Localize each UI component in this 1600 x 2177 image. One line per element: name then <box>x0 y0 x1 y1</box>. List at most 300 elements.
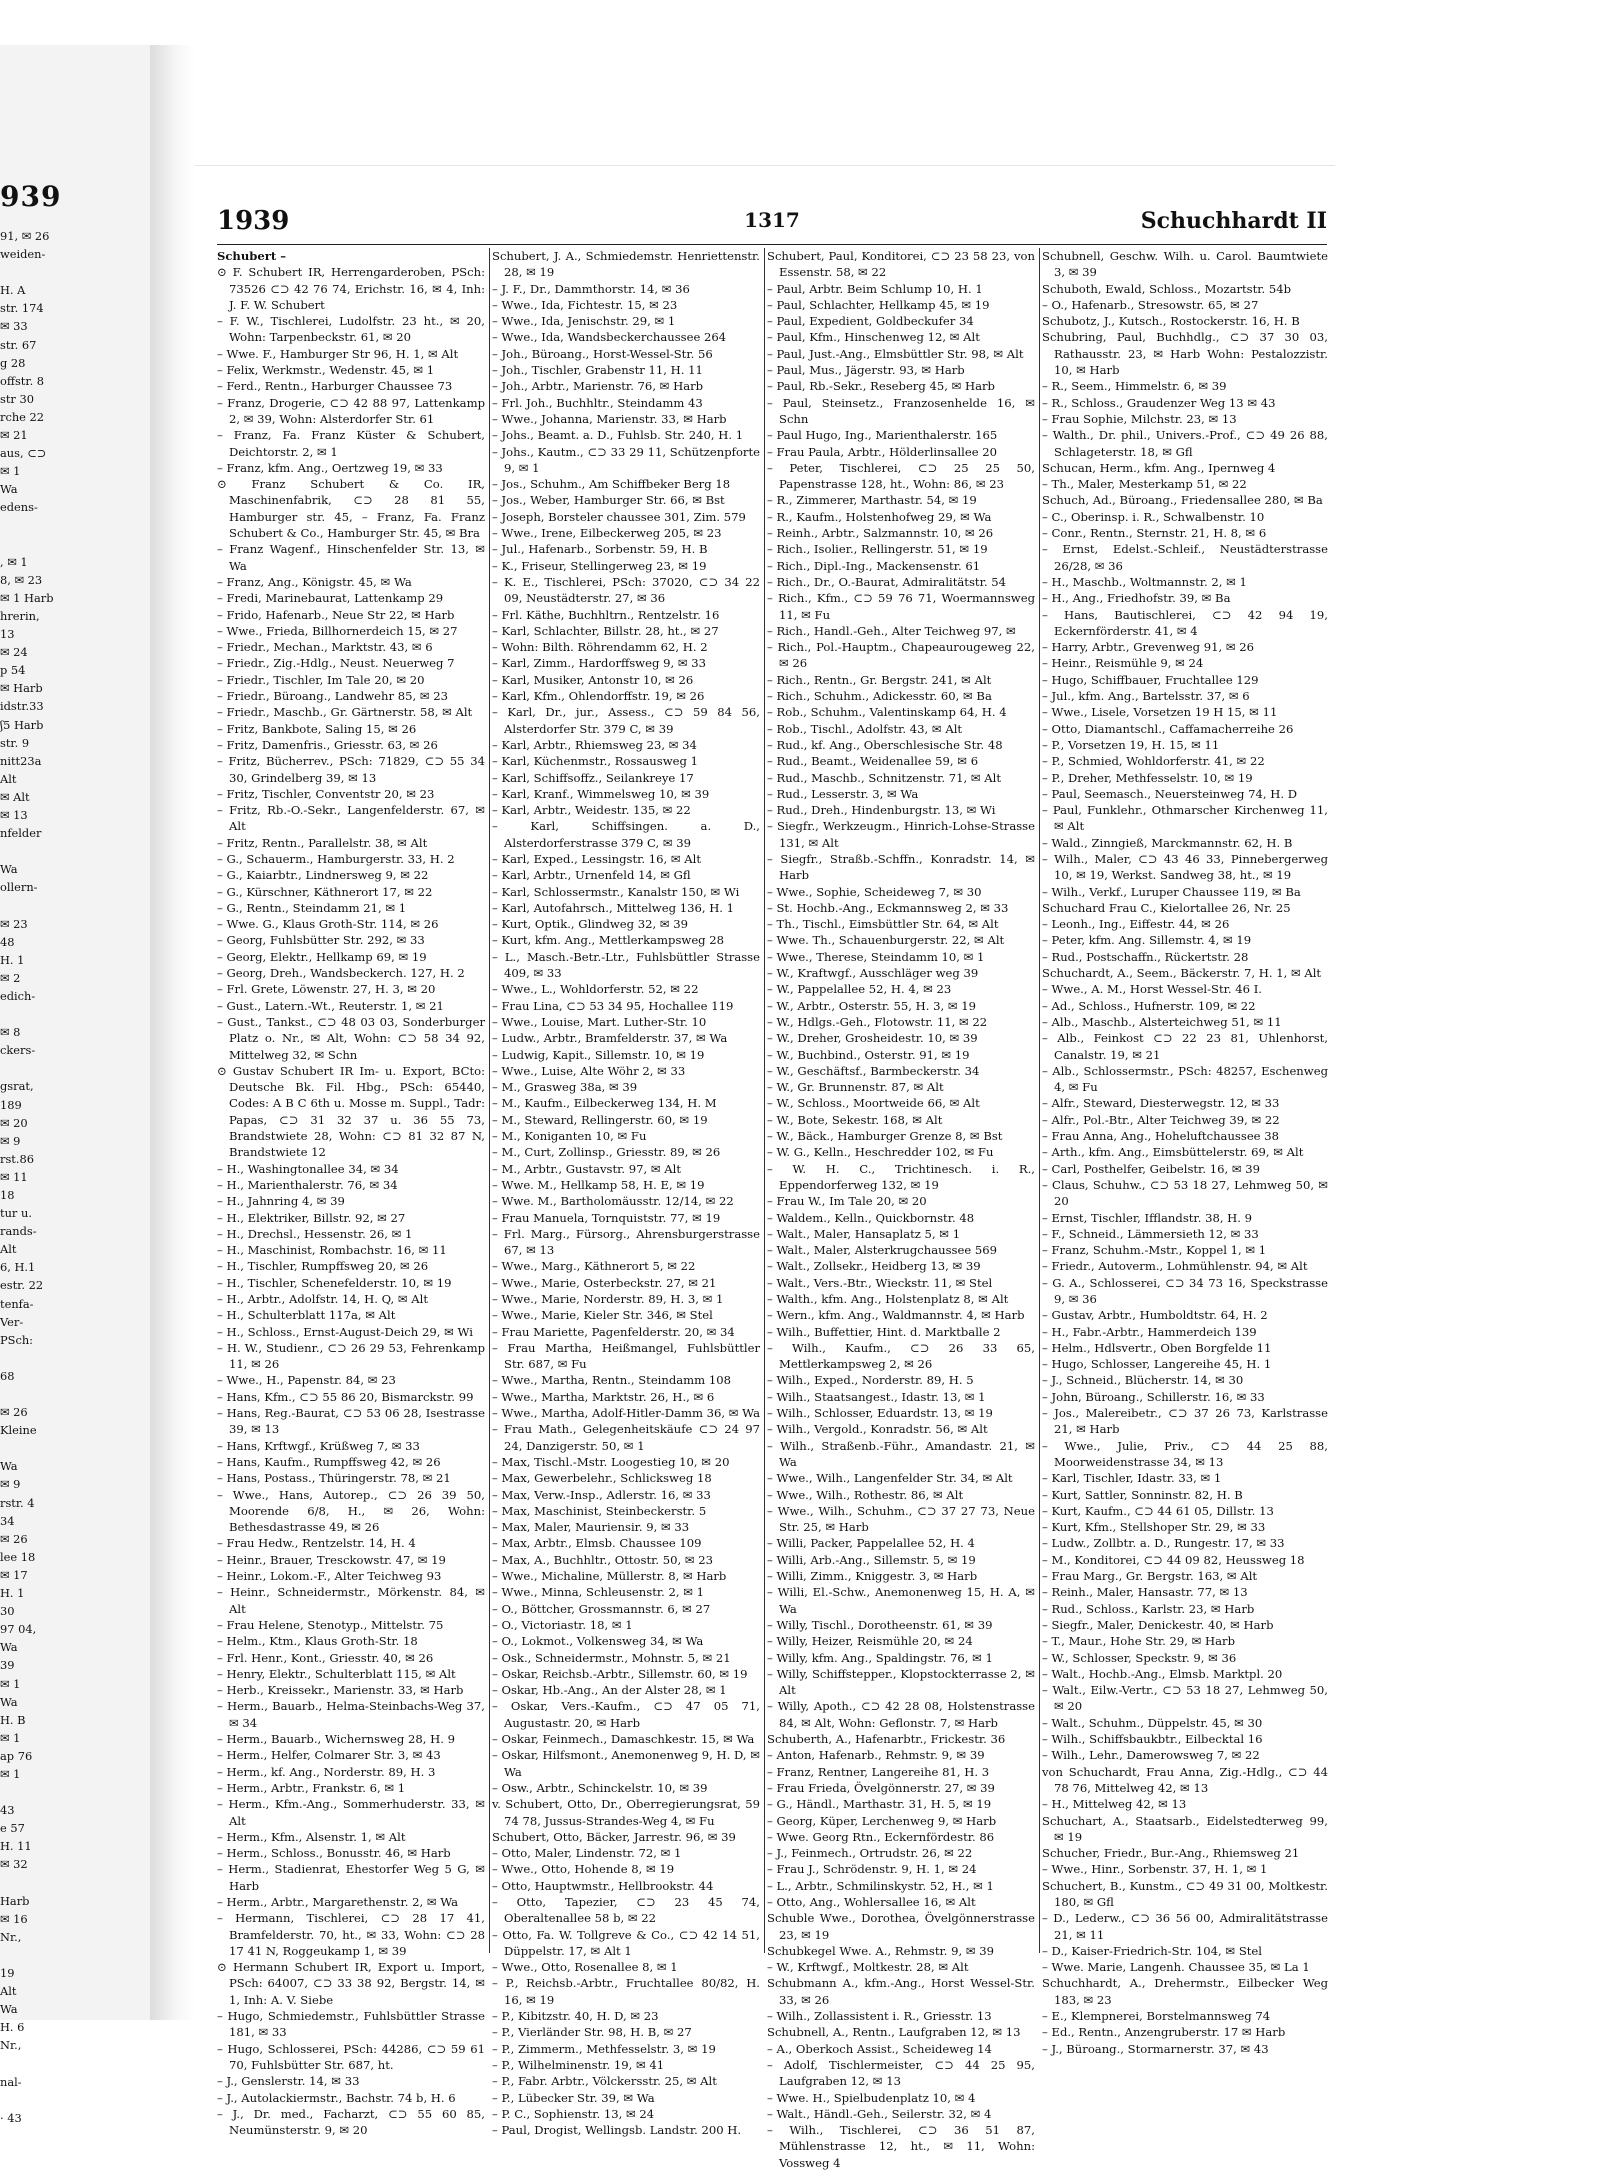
directory-entry: Schuchert, B., Kunstm., ⊂⊃ 49 31 00, Moltkestr. 180, ✉ Gfl <box>1042 1878 1328 1909</box>
directory-entry: – Adolf, Tischlermeister, ⊂⊃ 44 25 95, Laufgraben 12, ✉ 13 <box>767 2057 1035 2089</box>
previous-page-line <box>0 1005 150 1023</box>
directory-entry: – Karl, Schlachter, Billstr. 28, ht., ✉ 27 <box>492 623 719 638</box>
previous-page-line: ✉ 8 <box>0 1025 21 1040</box>
previous-page-line: ✉ Harb <box>0 681 43 696</box>
previous-page-line <box>0 1349 150 1367</box>
directory-entry: – H., Maschb., Woltmannstr. 2, ✉ 1 <box>1042 574 1247 589</box>
directory-entry: – Georg, Fuhlsbütter Str. 292, ✉ 33 <box>217 933 425 948</box>
directory-entry: – Otto, Maler, Lindenstr. 72, ✉ 1 <box>492 1846 682 1861</box>
directory-entry: – Ludwig, Kapit., Sillemstr. 10, ✉ 19 <box>492 1047 705 1062</box>
directory-entry: – Friedr., Maschb., Gr. Gärtnerstr. 58, ✉ Alt <box>217 705 473 720</box>
directory-entry: – Arth., kfm. Ang., Eimsbüttelerstr. 69, ✉ Alt <box>1042 1145 1304 1160</box>
directory-entry: – Herm., Schloss., Bonusstr. 46, ✉ Harb <box>217 1846 451 1861</box>
directory-entry: – W., Gr. Brunnenstr. 87, ✉ Alt <box>767 1080 944 1095</box>
directory-entry: – Oskar, Reichsb.-Arbtr., Sillemstr. 60, ✉ 19 <box>492 1666 748 1681</box>
previous-page-line: ✉ Alt <box>0 789 30 804</box>
directory-entry: – H., Tischler, Rumpffsweg 20, ✉ 26 <box>217 1259 429 1274</box>
directory-entry: – H., Drechsl., Hessenstr. 26, ✉ 1 <box>217 1226 413 1241</box>
directory-entry: – Oskar, Vers.-Kaufm., ⊂⊃ 47 05 71, Augustastr. 20, ✉ Harb <box>492 1699 760 1730</box>
directory-entry: – Conr., Rentn., Sternstr. 21, H. 8, ✉ 6 <box>1042 526 1267 541</box>
directory-entry: ⊙ Gustav Schubert IR Im- u. Export, BCto: Deutsche Bk. Fil. Hbg., PSch: 65440, Codes: A B C 6th u. Mosse m. Suppl., Tadr: Papas, ⊂⊃ 31 32 37 u. 36 55 73, Brandstwiete 28, Wohn: ⊂⊃ 81 32 87 N, Brandstwiete 12 <box>217 1063 485 1160</box>
directory-column-1 <box>217 248 485 2138</box>
directory-entry: – Karl, Arbtr., Urnenfeld 14, ✉ Gfl <box>492 868 691 883</box>
directory-entry: – W., Dreher, Grosheidestr. 10, ✉ 39 <box>767 1031 978 1046</box>
directory-entry: – R., Zimmerer, Marthastr. 54, ✉ 19 <box>767 493 977 508</box>
directory-entry: – Frau Anna, Ang., Hoheluftchaussee 38 <box>1042 1129 1279 1144</box>
directory-entry: – Hugo, Schiffbauer, Fruchtallee 129 <box>1042 672 1259 687</box>
previous-page-line: ✉ 1 Harb <box>0 590 54 605</box>
previous-page-line: Alt <box>0 1984 17 1999</box>
directory-entry: – Herm., Helfer, Colmarer Str. 3, ✉ 43 <box>217 1748 441 1763</box>
directory-entry: – P., Schmied, Wohldorferstr. 41, ✉ 22 <box>1042 754 1265 769</box>
previous-page-line: 30 <box>0 1604 15 1619</box>
directory-entry: – Willy, Heizer, Reismühle 20, ✉ 24 <box>767 1634 973 1649</box>
directory-entry: – Jul., Hafenarb., Sorbenstr. 59, H. B <box>492 542 708 557</box>
directory-entry: – Oskar, Hilfsmont., Anemonenweg 9, H. D, ✉ Wa <box>492 1748 760 1779</box>
directory-entry: Schubert, J. A., Schmiedemstr. Henriettenstr. 28, ✉ 19 <box>492 249 760 280</box>
column-rule <box>489 248 490 1953</box>
previous-page-line <box>0 263 150 281</box>
previous-page-line: H. 1 <box>0 1586 25 1601</box>
directory-entry: – Wwe., Ida, Fichtestr. 15, ✉ 23 <box>492 297 678 312</box>
directory-entry: – W., Schlosser, Speckstr. 9, ✉ 36 <box>1042 1650 1237 1665</box>
directory-entry: – Herm., Stadienrat, Ehestorfer Weg 5 G, ✉ Harb <box>217 1862 485 1893</box>
directory-entry: – G., Kaiarbtr., Lindnersweg 9, ✉ 22 <box>217 868 429 883</box>
directory-entry: – Frau Hedw., Rentzelstr. 14, H. 4 <box>217 1536 416 1551</box>
previous-page-line: gsrat, <box>0 1079 34 1094</box>
directory-entry: – Wwe., Wilh., Langenfelder Str. 34, ✉ Alt <box>767 1471 1013 1486</box>
previous-page-line: estr. 22 <box>0 1278 44 1293</box>
directory-entry: – Karl, Küchenmstr., Rossausweg 1 <box>492 754 698 769</box>
directory-entry: – Karl, Kranf., Wimmelsweg 10, ✉ 39 <box>492 786 710 801</box>
previous-page-line <box>0 535 150 553</box>
directory-entry: – Otto, Ang., Wohlersallee 16, ✉ Alt <box>767 1894 976 1909</box>
directory-entry: – Johs., Beamt. a. D., Fuhlsb. Str. 240, H. 1 <box>492 428 744 443</box>
directory-entry: – Kurt, Kfm., Stellshoper Str. 29, ✉ 33 <box>1042 1520 1266 1535</box>
directory-entry: – Paul, Expedient, Goldbeckufer 34 <box>767 314 974 329</box>
directory-entry: – Oskar, Hb.-Ang., An der Alster 28, ✉ 1 <box>492 1683 727 1698</box>
directory-entry: – Kurt, Sattler, Sonninstr. 82, H. B <box>1042 1487 1243 1502</box>
directory-entry: – J. F., Dr., Dammthorstr. 14, ✉ 36 <box>492 281 690 296</box>
directory-entry: – Rud., Maschb., Schnitzenstr. 71, ✉ Alt <box>767 770 1002 785</box>
directory-entry: – J., Genslerstr. 14, ✉ 33 <box>217 2074 360 2089</box>
directory-entry: – G., Händl., Marthastr. 31, H. 5, ✉ 19 <box>767 1797 992 1812</box>
directory-entry: – Paul, Steinsetz., Franzosenhelde 16, ✉ Schn <box>767 395 1035 426</box>
previous-page-line: ✉ 9 <box>0 1133 21 1148</box>
directory-entry: – H., Washingtonallee 34, ✉ 34 <box>217 1161 399 1176</box>
directory-entry: – Frl. Marg., Fürsorg., Ahrensburgerstrasse 67, ✉ 13 <box>492 1226 760 1258</box>
directory-entry: – Frau Helene, Stenotyp., Mittelstr. 75 <box>217 1617 444 1632</box>
directory-entry: – Walth., Dr. phil., Univers.-Prof., ⊂⊃ 49 26 88, Schlageterstr. 18, ✉ Gfl <box>1042 428 1328 459</box>
directory-entry: – Herm., Kfm., Alsenstr. 1, ✉ Alt <box>217 1829 406 1844</box>
directory-entry: – H., Elektriker, Billstr. 92, ✉ 27 <box>217 1210 406 1225</box>
previous-page-line: rst.86 <box>0 1151 34 1166</box>
previous-page-line: Wa <box>0 1640 18 1655</box>
directory-entry: – O., Victoriastr. 18, ✉ 1 <box>492 1617 633 1632</box>
directory-entry: – Alb., Schlossermstr., PSch: 48257, Eschenweg 4, ✉ Fu <box>1042 1063 1328 1095</box>
directory-entry: – Franz, kfm. Ang., Oertzweg 19, ✉ 33 <box>217 460 443 475</box>
directory-entry: – Ernst, Edelst.-Schleif., Neustädterstrasse 26/28, ✉ 36 <box>1042 542 1328 573</box>
directory-entry: – Kurt, Optik., Glindweg 32, ✉ 39 <box>492 917 689 932</box>
directory-entry: – Walt., Eilw.-Vertr., ⊂⊃ 53 18 27, Lehmweg 50, ✉ 20 <box>1042 1683 1328 1714</box>
previous-page-line: str. 67 <box>0 337 37 352</box>
directory-entry: – Wilh., Lehr., Damerowsweg 7, ✉ 22 <box>1042 1748 1260 1763</box>
directory-entry: – J., Schneid., Blücherstr. 14, ✉ 30 <box>1042 1373 1244 1388</box>
directory-entry: – Otto, Diamantschl., Caffamacherreihe 26 <box>1042 721 1294 736</box>
previous-page-line: e 57 <box>0 1821 25 1836</box>
directory-entry: – Wwe. Th., Schauenburgerstr. 22, ✉ Alt <box>767 933 1005 948</box>
previous-page-line: ✉ 17 <box>0 1567 28 1582</box>
directory-entry: – Rich., Pol.-Hauptm., Chapeaurougeweg 22, ✉ 26 <box>767 640 1035 671</box>
previous-page-line: Nr., <box>0 2038 22 2053</box>
directory-entry: von Schuchardt, Frau Anna, Zig.-Hdlg., ⊂⊃ 44 78 76, Mittelweg 42, ✉ 13 <box>1042 1764 1328 1795</box>
previous-page-line: ✉ 24 <box>0 645 28 660</box>
directory-entry: – Carl, Posthelfer, Geibelstr. 16, ✉ 39 <box>1042 1161 1260 1176</box>
directory-entry: – L., Masch.-Betr.-Ltr., Fuhlsbüttler Strasse 409, ✉ 33 <box>492 949 760 981</box>
directory-entry: – Hugo, Schmiedemstr., Fuhlsbüttler Strasse 181, ✉ 33 <box>217 2009 485 2040</box>
directory-entry: – Gustav, Arbtr., Humboldtstr. 64, H. 2 <box>1042 1308 1268 1323</box>
previous-page-line: nal- <box>0 2074 22 2089</box>
directory-entry: – Kurt, Kaufm., ⊂⊃ 44 61 05, Dillstr. 13 <box>1042 1503 1274 1518</box>
directory-entry: – G., Schauerm., Hamburgerstr. 33, H. 2 <box>217 851 455 866</box>
directory-entry: v. Schubert, Otto, Dr., Oberregierungsrat, 59 74 78, Jussus-Strandes-Weg 4, ✉ Fu <box>492 1797 760 1828</box>
directory-entry: – O., Lokmot., Volkensweg 34, ✉ Wa <box>492 1634 704 1649</box>
directory-entry: – Franz, Ang., Königstr. 45, ✉ Wa <box>217 574 412 589</box>
directory-entry: – Joh., Tischler, Grabenstr 11, H. 11 <box>492 363 703 378</box>
directory-entry: – Karl, Autofahrsch., Mittelweg 136, H. 1 <box>492 900 735 915</box>
directory-entry: – Wwe. M., Hellkamp 58, H. E, ✉ 19 <box>492 1177 705 1192</box>
directory-entry: – Frido, Hafenarb., Neue Str 22, ✉ Harb <box>217 607 455 622</box>
directory-entry: – W., Krftwgf., Moltkestr. 28, ✉ Alt <box>767 1960 969 1975</box>
previous-page-line: hrerin, <box>0 608 40 623</box>
directory-entry: – Willy, kfm. Ang., Spaldingstr. 76, ✉ 1 <box>767 1650 993 1665</box>
previous-page-line: 6, H.1 <box>0 1260 36 1275</box>
previous-page-line: p 54 <box>0 663 26 678</box>
directory-entry: – Heinr., Schneidermstr., Mörkenstr. 84, ✉ Alt <box>217 1585 485 1616</box>
directory-entry: – Franz Wagenf., Hinschenfelder Str. 13, ✉ Wa <box>217 542 485 573</box>
previous-page-line: tenfa- <box>0 1296 34 1311</box>
directory-entry: ⊙ Franz Schubert & Co. IR, Maschinenfabrik, ⊂⊃ 28 81 55, Hamburger str. 45, – Franz, Fa. Franz Schubert & Co., Hamburger Str. 45, ✉ Bra <box>217 477 485 541</box>
directory-entry: – Reinh., Maler, Hansastr. 77, ✉ 13 <box>1042 1585 1248 1600</box>
directory-entry: – Karl, Dr., jur., Assess., ⊂⊃ 59 84 56, Alsterdorfer Str. 379 C, ✉ 39 <box>492 705 760 736</box>
directory-entry: – Georg, Elektr., Hellkamp 69, ✉ 19 <box>217 949 427 964</box>
directory-entry: – R., Kaufm., Holstenhofweg 29, ✉ Wa <box>767 509 992 524</box>
directory-entry: – Wwe., Marie, Norderstr. 89, H. 3, ✉ 1 <box>492 1292 724 1306</box>
directory-entry: – Franz, Schuhm.-Mstr., Koppel 1, ✉ 1 <box>1042 1243 1267 1258</box>
page-year: 1939 <box>217 206 290 236</box>
previous-page-lines <box>0 227 150 2127</box>
directory-entry: – Wilh., Schiffsbaukbtr., Eilbecktal 16 <box>1042 1732 1263 1747</box>
directory-entry: – P., Reichsb.-Arbtr., Fruchtallee 80/82, H. 16, ✉ 19 <box>492 1976 760 2007</box>
directory-entry: – Rud., Postschaffn., Rückertstr. 28 <box>1042 949 1249 964</box>
directory-entry: – P. C., Sophienstr. 13, ✉ 24 <box>492 2106 655 2121</box>
previous-page-line: ✉ 9 <box>0 1477 21 1492</box>
previous-page-line: lee 18 <box>0 1549 36 1564</box>
previous-page-line: H. 11 <box>0 1839 32 1854</box>
directory-entry: – Walt., Maler, Alsterkrugchaussee 569 <box>767 1243 998 1258</box>
page-header <box>217 206 1327 242</box>
directory-entry: – Wilh., Exped., Norderstr. 89, H. 5 <box>767 1373 974 1388</box>
directory-entry: – Frau Frieda, Övelgönnerstr. 27, ✉ 39 <box>767 1780 995 1795</box>
directory-entry: – Peter, Tischlerei, ⊂⊃ 25 25 50, Papenstrasse 128, ht., Wohn: 86, ✉ 23 <box>767 460 1035 492</box>
previous-page-line: Kleine <box>0 1423 37 1438</box>
directory-entry: – Wwe., Martha, Rentn., Steindamm 108 <box>492 1373 731 1388</box>
directory-entry: – J., Büroang., Stormarnerstr. 37, ✉ 43 <box>1042 2041 1269 2056</box>
directory-entry: – Frau Mariette, Pagenfelderstr. 20, ✉ 34 <box>492 1324 735 1339</box>
directory-entry: – Karl, Arbtr., Rhiemsweg 23, ✉ 34 <box>492 737 697 752</box>
directory-entry: – Walt., Maler, Hansaplatz 5, ✉ 1 <box>767 1226 961 1241</box>
directory-entry: – Walt., Vers.-Btr., Wieckstr. 11, ✉ Stel <box>767 1275 993 1290</box>
directory-entry: – K., Friseur, Stellingerweg 23, ✉ 19 <box>492 558 707 573</box>
directory-entry: – Hans, Krftwgf., Krüßweg 7, ✉ 33 <box>217 1438 420 1453</box>
directory-entry: – Rud., Lesserstr. 3, ✉ Wa <box>767 786 919 801</box>
directory-entry: – Herm., Bauarb., Wichernsweg 28, H. 9 <box>217 1732 455 1747</box>
directory-entry: – Fritz, Bücherrev., PSch: 71829, ⊂⊃ 55 34 30, Grindelberg 39, ✉ 13 <box>217 754 485 785</box>
previous-page-line <box>0 2091 150 2109</box>
directory-entry: – Claus, Schuhw., ⊂⊃ 53 18 27, Lehmweg 50, ✉ 20 <box>1042 1177 1328 1209</box>
previous-page-line: Alt <box>0 771 17 786</box>
directory-entry: – Wern., kfm. Ang., Waldmannstr. 4, ✉ Harb <box>767 1308 1025 1323</box>
directory-entry: – Rud., Dreh., Hindenburgstr. 13, ✉ Wi <box>767 803 996 818</box>
directory-entry: – Karl, Exped., Lessingstr. 16, ✉ Alt <box>492 851 702 866</box>
previous-page-line: Wa <box>0 482 18 497</box>
directory-entry: – Alfr., Steward, Diesterwegstr. 12, ✉ 33 <box>1042 1096 1280 1111</box>
previous-page-line: Wa <box>0 1694 18 1709</box>
directory-entry: – Oskar, Feinmech., Damaschkestr. 15, ✉ Wa <box>492 1732 755 1747</box>
directory-entry: – Wilh., Kaufm., ⊂⊃ 26 33 65, Mettlerkampsweg 2, ✉ 26 <box>767 1340 1035 1372</box>
directory-entry: Schubkegel Wwe. A., Rehmstr. 9, ✉ 39 <box>767 1943 995 1958</box>
previous-page-line: ✉ 2 <box>0 970 21 985</box>
previous-page-line <box>0 517 150 535</box>
directory-entry: – Ernst, Tischler, Ifflandstr. 38, H. 9 <box>1042 1210 1253 1225</box>
directory-entry: – Jos., Schuhm., Am Schiffbeker Berg 18 <box>492 477 731 492</box>
directory-entry: – Harry, Arbtr., Grevenweg 91, ✉ 26 <box>1042 640 1254 655</box>
directory-entry: – Wwe., Irene, Eilbeckerweg 205, ✉ 23 <box>492 526 722 541</box>
directory-entry: – Willy, Tischl., Dorotheenstr. 61, ✉ 39 <box>767 1617 993 1632</box>
directory-entry: – Friedr., Mechan., Marktstr. 43, ✉ 6 <box>217 640 433 655</box>
previous-page-line: nitt23a <box>0 753 42 768</box>
directory-entry: – Herm., kf. Ang., Norderstr. 89, H. 3 <box>217 1764 436 1779</box>
directory-entry: – Ferd., Rentn., Harburger Chaussee 73 <box>217 379 453 394</box>
directory-entry: – Rich., Schuhm., Adickesstr. 60, ✉ Ba <box>767 689 992 704</box>
directory-entry: – Hans, Kfm., ⊂⊃ 55 86 20, Bismarckstr. 99 <box>217 1389 474 1404</box>
directory-entry: – H., Fabr.-Arbtr., Hammerdeich 139 <box>1042 1324 1257 1339</box>
directory-entry: Schuboth, Ewald, Schloss., Mozartstr. 54b <box>1042 281 1292 296</box>
directory-entry: – R., Seem., Himmelstr. 6, ✉ 39 <box>1042 379 1227 394</box>
directory-entry: – Wwe., Johanna, Marienstr. 33, ✉ Harb <box>492 411 727 426</box>
directory-entry: – Wwe., Hans, Autorep., ⊂⊃ 26 39 50, Moorende 6/8, H., ✉ 26, Wohn: Bethesdastrasse 49, ✉ 26 <box>217 1487 485 1535</box>
previous-page-line: edich- <box>0 988 36 1003</box>
directory-entry: – Rich., Dipl.-Ing., Mackensenstr. 61 <box>767 558 981 573</box>
directory-entry: Schubotz, J., Kutsch., Rostockerstr. 16, H. B <box>1042 314 1300 329</box>
directory-entry: – Wwe. Marie, Langenh. Chaussee 35, ✉ La 1 <box>1042 1960 1310 1975</box>
directory-entry: – G., Kürschner, Käthnerort 17, ✉ 22 <box>217 884 433 899</box>
previous-page-line: Alt <box>0 1242 17 1257</box>
directory-entry: – P., Zimmerm., Methfesselstr. 3, ✉ 19 <box>492 2041 716 2056</box>
directory-entry: – W., Bäck., Hamburger Grenze 8, ✉ Bst <box>767 1129 1003 1144</box>
directory-entry: – Rud., Schloss., Karlstr. 23, ✉ Harb <box>1042 1601 1255 1616</box>
directory-entry: – W., Hdlgs.-Geh., Flotowstr. 11, ✉ 22 <box>767 1014 988 1029</box>
directory-entry: – Fritz, Rentn., Parallelstr. 38, ✉ Alt <box>217 835 428 850</box>
directory-entry: – C., Oberinsp. i. R., Schwalbenstr. 10 <box>1042 509 1265 524</box>
directory-entry: – Jos., Weber, Hamburger Str. 66, ✉ Bst <box>492 493 725 508</box>
directory-entry: – Frl. Grete, Löwenstr. 27, H. 3, ✉ 20 <box>217 982 436 997</box>
previous-page-line: ✉ 16 <box>0 1911 28 1926</box>
directory-entry: – Rich., Rentn., Gr. Bergstr. 241, ✉ Alt <box>767 672 992 687</box>
directory-entry: – Wwe., L., Wohldorferstr. 52, ✉ 22 <box>492 982 699 997</box>
previous-page-line: Harb <box>0 1893 30 1908</box>
directory-entry: – Wwe., Michaline, Müllerstr. 8, ✉ Harb <box>492 1569 727 1584</box>
previous-page-line <box>0 1385 150 1403</box>
directory-entry: – Heinr., Brauer, Tresckowstr. 47, ✉ 19 <box>217 1552 446 1567</box>
directory-entry: – T., Maur., Hohe Str. 29, ✉ Harb <box>1042 1634 1235 1649</box>
directory-entry: – Frau Manuela, Tornquiststr. 77, ✉ 19 <box>492 1210 721 1225</box>
directory-entry: – Walt., Hochb.-Ang., Elmsb. Marktpl. 20 <box>1042 1666 1283 1681</box>
directory-entry: – Frau Martha, Heißmangel, Fuhlsbüttler Str. 687, ✉ Fu <box>492 1340 760 1372</box>
directory-entry: – Herm., Arbtr., Margarethenstr. 2, ✉ Wa <box>217 1894 459 1909</box>
directory-entry: – Wwe., Hinr., Sorbenstr. 37, H. 1, ✉ 1 <box>1042 1862 1268 1877</box>
directory-entry: – Karl, Tischler, Idastr. 33, ✉ 1 <box>1042 1471 1222 1486</box>
directory-entry: – Anton, Hafenarb., Rehmstr. 9, ✉ 39 <box>767 1748 985 1763</box>
previous-page-line: ✉ 26 <box>0 1531 28 1546</box>
directory-column-2 <box>492 248 760 2138</box>
directory-entry: – H., Ang., Friedhofstr. 39, ✉ Ba <box>1042 591 1231 606</box>
directory-entry: – W. H. C., Trichtinesch. i. R., Eppendorferweg 132, ✉ 19 <box>767 1161 1035 1192</box>
directory-entry: – Franz, Drogerie, ⊂⊃ 42 88 97, Lattenkamp 2, ✉ 39, Wohn: Alsterdorfer Str. 61 <box>217 395 485 426</box>
directory-entry: – Th., Tischl., Eimsbüttler Str. 64, ✉ Alt <box>767 917 999 932</box>
directory-entry: – Wwe., A. M., Horst Wessel-Str. 46 I. <box>1042 982 1262 997</box>
directory-entry: – R., Schloss., Graudenzer Weg 13 ✉ 43 <box>1042 395 1276 410</box>
directory-entry: – Walt., Zollsekr., Heidberg 13, ✉ 39 <box>767 1259 981 1274</box>
directory-page <box>195 165 1335 2170</box>
directory-entry: – W., Schloss., Moortweide 66, ✉ Alt <box>767 1096 980 1111</box>
directory-entry: Schubert – <box>217 249 287 263</box>
page-number: 1317 <box>744 208 800 232</box>
directory-entry: – Wwe., Wilh., Schuhm., ⊂⊃ 37 27 73, Neue Str. 25, ✉ Harb <box>767 1503 1035 1535</box>
previous-page-line <box>0 1874 150 1892</box>
directory-entry: – Fritz, Bankbote, Saling 15, ✉ 26 <box>217 721 417 736</box>
directory-entry: – Hans, Postass., Thüringerstr. 78, ✉ 21 <box>217 1471 451 1486</box>
directory-entry: – Felix, Werkmstr., Wedenstr. 45, ✉ 1 <box>217 363 435 378</box>
directory-entry: – Siegfr., Maler, Denickestr. 40, ✉ Harb <box>1042 1617 1274 1632</box>
directory-entry: – Jos., Malereibetr., ⊂⊃ 37 26 73, Karlstrasse 21, ✉ Harb <box>1042 1406 1328 1437</box>
previous-page-line: H. 6 <box>0 2020 25 2035</box>
directory-entry: – H., Marienthalerstr. 76, ✉ 34 <box>217 1177 398 1192</box>
previous-page-line: str. 174 <box>0 301 44 316</box>
directory-entry: – P., Fabr. Arbtr., Völckersstr. 25, ✉ Alt <box>492 2074 717 2089</box>
directory-entry: – Frl. Joh., Buchhltr., Steindamm 43 <box>492 395 703 410</box>
directory-entry: – H., Jahnring 4, ✉ 39 <box>217 1194 345 1209</box>
directory-entry: – Wwe., Therese, Steindamm 10, ✉ 1 <box>767 949 985 964</box>
previous-page-line: Wa <box>0 862 18 877</box>
directory-entry: – Georg, Küper, Lerchenweg 9, ✉ Harb <box>767 1813 997 1828</box>
directory-entry: – Herm., Kfm.-Ang., Sommerhuderstr. 33, ✉ Alt <box>217 1797 485 1828</box>
directory-entry: Schuble Wwe., Dorothea, Övelgönnerstrasse 23, ✉ 19 <box>767 1911 1035 1942</box>
previous-page-line: , ✉ 1 <box>0 554 28 569</box>
directory-entry: – Hugo, Schlosserei, PSch: 44286, ⊂⊃ 59 61 70, Fuhlsbütter Str. 687, ht. <box>217 2041 485 2072</box>
previous-page-line: 19 <box>0 1966 15 1980</box>
previous-page-line: PSch: <box>0 1332 34 1347</box>
directory-entry: – John, Büroang., Schillerstr. 16, ✉ 33 <box>1042 1389 1265 1404</box>
directory-entry: Schucher, Friedr., Bur.-Ang., Rhiemsweg 21 <box>1042 1846 1300 1861</box>
directory-entry: – Rich., Handl.-Geh., Alter Teichweg 97, ✉ <box>767 623 1016 638</box>
directory-entry: – Wwe. F., Hamburger Str 96, H. 1, ✉ Alt <box>217 346 459 361</box>
directory-entry: – Paul, Rb.-Sekr., Reseberg 45, ✉ Harb <box>767 379 995 394</box>
previous-page-line: ✉ 1 <box>0 1766 21 1781</box>
running-head: Schuchhardt II <box>1140 208 1327 234</box>
directory-entry: – Otto, Tapezier, ⊂⊃ 23 45 74, Oberaltenallee 58 b, ✉ 22 <box>492 1894 760 1926</box>
directory-entry: – G. A., Schlosserei, ⊂⊃ 34 73 16, Speckstrasse 9, ✉ 36 <box>1042 1275 1328 1306</box>
previous-page-line: tur u. <box>0 1206 32 1221</box>
directory-entry: – Helm., Hdlsvertr., Oben Borgfelde 11 <box>1042 1340 1272 1355</box>
directory-entry: Schuchardt, A., Seem., Bäckerstr. 7, H. 1, ✉ Alt <box>1042 966 1322 981</box>
previous-page-line: Ver- <box>0 1314 24 1329</box>
previous-page-line: edens- <box>0 500 38 515</box>
directory-entry: – W., Geschäftsf., Barmbeckerstr. 34 <box>767 1063 980 1078</box>
directory-entry: – Wwe., Otto, Rosenallee 8, ✉ 1 <box>492 1960 678 1975</box>
directory-column-4 <box>1042 248 1328 2056</box>
directory-entry: – M., Koniganten 10, ✉ Fu <box>492 1129 647 1144</box>
directory-entry: – Paul, Kfm., Hinschenweg 12, ✉ Alt <box>767 330 980 345</box>
directory-entry: – Wwe., Otto, Hohende 8, ✉ 19 <box>492 1862 675 1877</box>
directory-entry: – Osk., Schneidermstr., Mohnstr. 5, ✉ 21 <box>492 1650 731 1665</box>
directory-entry: – P., Vorsetzen 19, H. 15, ✉ 11 <box>1042 737 1220 752</box>
directory-entry: – Leonh., Ing., Eiffestr. 44, ✉ 26 <box>1042 917 1230 932</box>
directory-entry: – Alfr., Pol.-Btr., Alter Teichweg 39, ✉ 22 <box>1042 1112 1280 1127</box>
previous-page-line: ollern- <box>0 880 38 895</box>
previous-page-line: 34 <box>0 1513 15 1528</box>
directory-entry: – Alb., Maschb., Alsterteichweg 51, ✉ 11 <box>1042 1014 1282 1029</box>
directory-entry: – Rud., Beamt., Weidenallee 59, ✉ 6 <box>767 754 979 769</box>
directory-entry: Schuberth, A., Hafenarbtr., Frickestr. 36 <box>767 1732 1006 1747</box>
previous-page-line: g 28 <box>0 355 26 370</box>
directory-entry: – Karl, Schiffsoffz., Seilankreye 17 <box>492 770 694 785</box>
directory-entry: – F., Schneid., Lämmersieth 12, ✉ 33 <box>1042 1226 1259 1241</box>
previous-page-line: Nr., <box>0 1929 22 1944</box>
previous-page-line: offstr. 8 <box>0 373 45 388</box>
directory-entry: – Karl, Kfm., Ohlendorffstr. 19, ✉ 26 <box>492 689 705 704</box>
directory-entry: – Wwe., Martha, Marktstr. 26, H., ✉ 6 <box>492 1389 715 1404</box>
directory-entry: – Fritz, Damenfris., Griesstr. 63, ✉ 26 <box>217 737 438 752</box>
directory-entry: – Herb., Kreissekr., Marienstr. 33, ✉ Harb <box>217 1683 464 1698</box>
directory-entry: – W., Arbtr., Osterstr. 55, H. 3, ✉ 19 <box>767 998 977 1013</box>
directory-entry: – Herm., Arbtr., Frankstr. 6, ✉ 1 <box>217 1780 406 1795</box>
directory-entry: – Paul, Funklehr., Othmarscher Kirchenweg 11, ✉ Alt <box>1042 803 1328 834</box>
previous-page-line: 18 <box>0 1187 15 1202</box>
previous-page-line: nfelder <box>0 826 42 841</box>
directory-entry: – Hans, Bautischlerei, ⊂⊃ 42 94 19, Eckernförderstr. 41, ✉ 4 <box>1042 607 1328 638</box>
previous-page-line: ✉ 26 <box>0 1405 28 1420</box>
directory-entry: – H., Mittelweg 42, ✉ 13 <box>1042 1797 1187 1812</box>
previous-page-line: ckers- <box>0 1043 36 1058</box>
previous-page-line: 13 <box>0 627 15 642</box>
header-rule <box>217 244 1327 245</box>
directory-entry: – Helm., Ktm., Klaus Groth-Str. 18 <box>217 1634 418 1649</box>
previous-page-line: Wa <box>0 2002 18 2017</box>
previous-page-line: 48 <box>0 934 15 949</box>
directory-entry: – M., Curt, Zollinsp., Griesstr. 89, ✉ 26 <box>492 1145 721 1160</box>
previous-page-line: ✉ 11 <box>0 1169 28 1184</box>
directory-entry: – Paul, Drogist, Wellingsb. Landstr. 200 H. <box>492 2123 742 2138</box>
directory-entry: – Karl, Arbtr., Weidestr. 135, ✉ 22 <box>492 803 691 818</box>
directory-entry: – Wwe., Ida, Jenischstr. 29, ✉ 1 <box>492 314 676 329</box>
previous-page-line: rche 22 <box>0 409 45 424</box>
directory-entry: – M., Steward, Rellingerstr. 60, ✉ 19 <box>492 1112 708 1127</box>
previous-page-line: ap 76 <box>0 1748 33 1763</box>
directory-entry: Schuchard Frau C., Kielortallee 26, Nr. 25 <box>1042 900 1291 915</box>
directory-entry: – Wwe., Louise, Mart. Luther-Str. 10 <box>492 1014 707 1029</box>
directory-entry: – W., Kraftwgf., Ausschläger weg 39 <box>767 966 979 981</box>
